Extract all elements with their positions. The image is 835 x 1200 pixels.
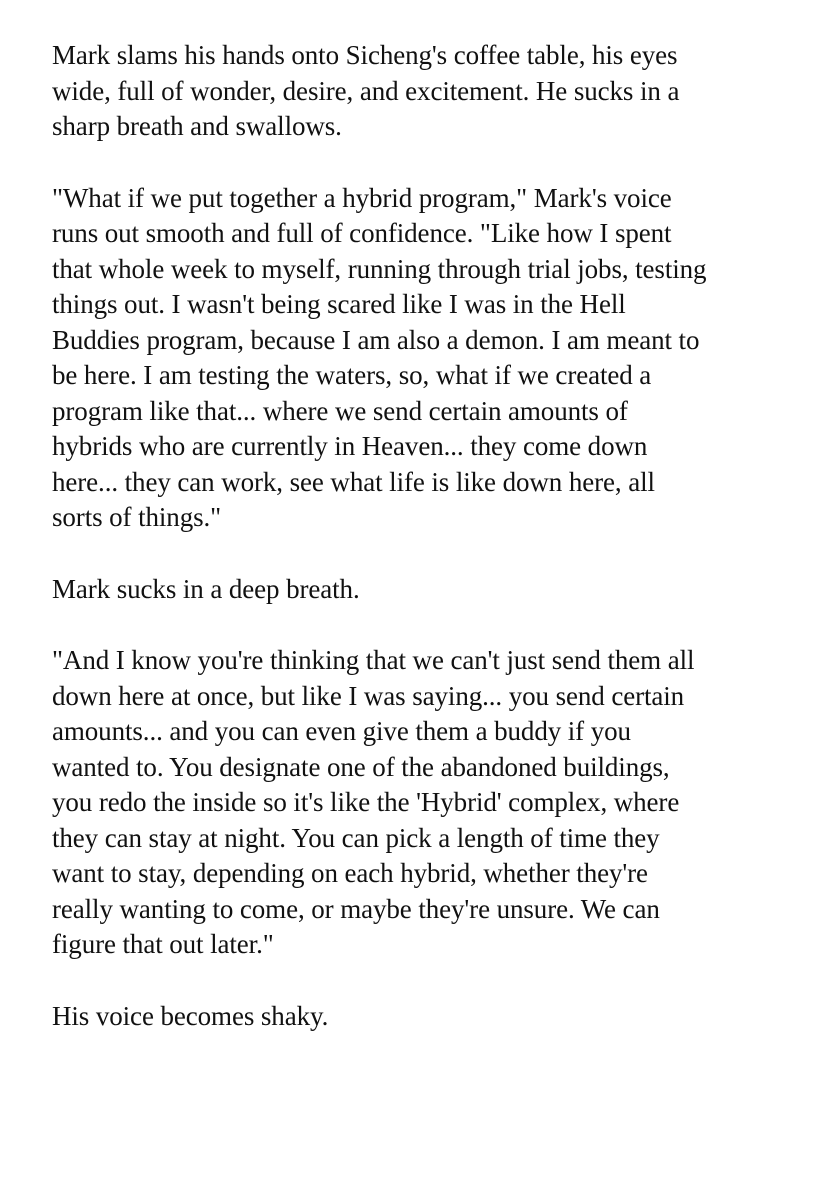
paragraph-3: Mark sucks in a deep breath. [52, 573, 360, 604]
paragraph-5: His voice becomes shaky. [52, 1000, 329, 1031]
paragraph-2: "What if we put together a hybrid program," Mark's voice runs out smooth and full of confidence. "Like how I spent that whole week to myself, running through trial jobs, testing things out. I wasn't being scared like I was in the Hell Buddies program, because I am also a demon. I am meant to be here. I am testing the waters, so, what if we created a program like that... where we send certain amounts of hybrids who are currently in Heaven... they come down here... they can work, see what life is like down here, all sorts of things." [52, 182, 707, 532]
paragraph-1: Mark slams his hands onto Sicheng's coffee table, his eyes wide, full of wonder, desire, and excitement. He sucks in a sharp breath and swallows. [52, 40, 680, 141]
paragraph-4: "And I know you're thinking that we can't just send them all down here at once, but like I was saying... you send certain amounts... and you can even give them a buddy if you wanted to. You designate one of the abandoned buildings, you redo the inside so it's like the 'Hybrid' complex, where they can stay at night. You can pick a length of time they want to stay, depending on each hybrid, whether they're really wanting to come, or maybe they're unsure. We can figure that out later." [52, 645, 695, 959]
